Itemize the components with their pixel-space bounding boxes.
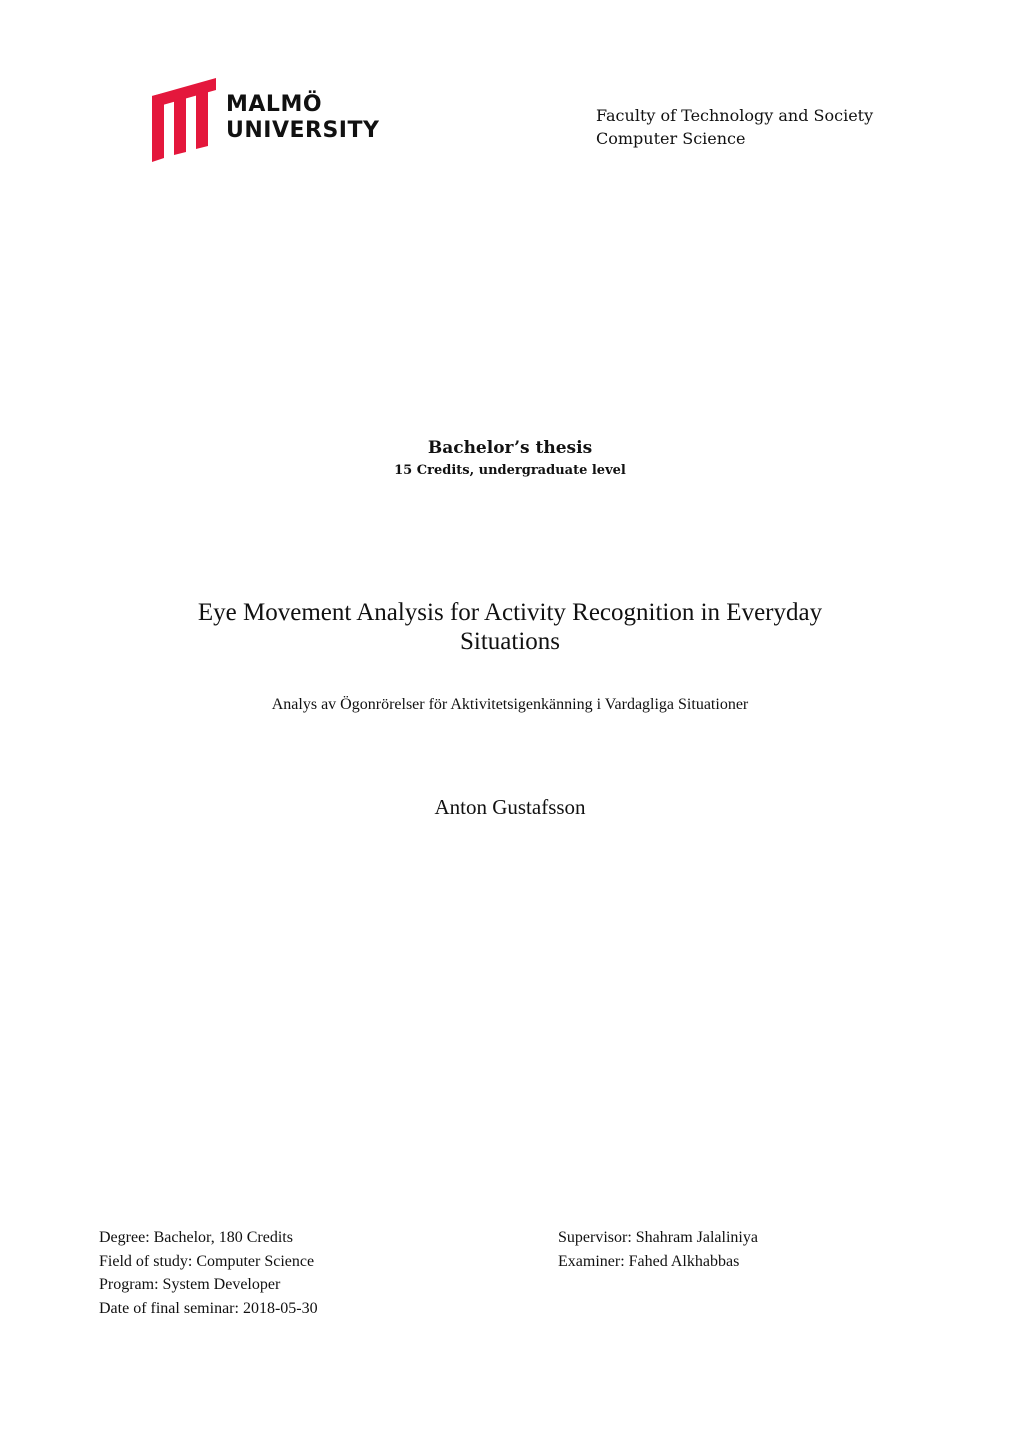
thesis-title-line2: Situations (459, 628, 560, 655)
department-name: Computer Science (596, 129, 746, 148)
supervisor-info: Supervisor: Shahram Jalaliniya (558, 1229, 758, 1246)
thesis-title (0, 598, 1020, 656)
degree-details (99, 1226, 318, 1320)
seminar-date: Date of final seminar: 2018-05-30 (99, 1299, 318, 1317)
faculty-name: Faculty of Technology and Society (596, 106, 874, 125)
logo-wordmark-line1: MALMÖ (226, 92, 323, 117)
thesis-type: Bachelor’s thesis (427, 438, 593, 458)
supervision-details (558, 1226, 758, 1273)
university-logo (150, 78, 390, 162)
logo-wordmark-line2: UNIVERSITY (226, 118, 380, 143)
malmo-logo-mark-icon (150, 78, 216, 162)
program-info: Program: System Developer (99, 1276, 281, 1293)
degree-info: Degree: Bachelor, 180 Credits (99, 1229, 293, 1246)
author-name: Anton Gustafsson (434, 795, 586, 819)
thesis-subtitle: Analys av Ögonrörelser för Aktivitetsigenkänning i Vardagliga Situationer (271, 696, 749, 713)
examiner-info: Examiner: Fahed Alkhabbas (558, 1252, 740, 1270)
thesis-title-line1: Eye Movement Analysis for Activity Recognition in Everyday (197, 599, 823, 626)
logo-wordmark (226, 92, 379, 144)
thesis-credits: 15 Credits, undergraduate level (394, 463, 626, 478)
faculty-block (596, 104, 873, 150)
field-of-study: Field of study: Computer Science (99, 1252, 315, 1270)
